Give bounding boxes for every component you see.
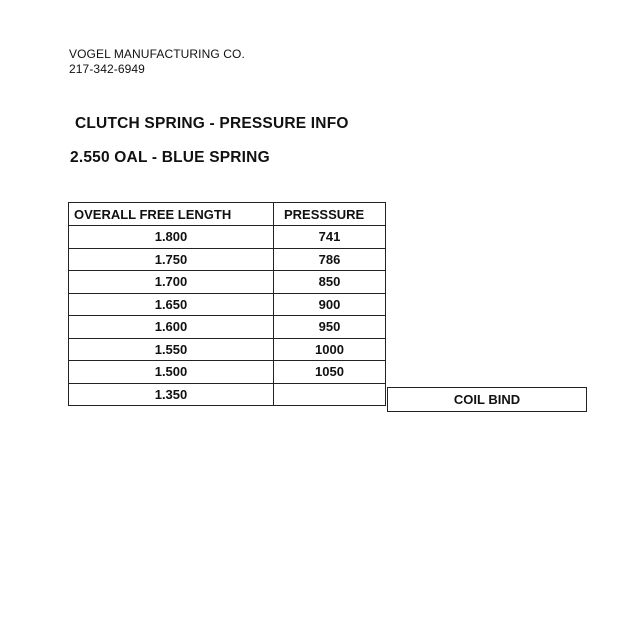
- pressure-cell: 1000: [274, 338, 386, 361]
- length-cell: 1.700: [69, 271, 274, 294]
- length-cell: 1.650: [69, 293, 274, 316]
- length-cell: 1.550: [69, 338, 274, 361]
- table-row: [69, 226, 386, 249]
- length-cell: 1.600: [69, 316, 274, 339]
- pressure-cell: 900: [274, 293, 386, 316]
- pressure-table: [68, 202, 386, 406]
- pressure-cell: [274, 383, 386, 406]
- document-title: CLUTCH SPRING - PRESSURE INFO: [75, 115, 349, 132]
- length-cell: 1.750: [69, 248, 274, 271]
- company-info: [69, 47, 245, 77]
- table-row: [69, 316, 386, 339]
- table-row: [69, 271, 386, 294]
- header-pressure: PRESSSURE: [274, 203, 386, 226]
- table-row: [69, 248, 386, 271]
- length-cell: 1.500: [69, 361, 274, 384]
- table-row: [69, 361, 386, 384]
- length-cell: 1.350: [69, 383, 274, 406]
- table-row: [69, 338, 386, 361]
- pressure-cell: 1050: [274, 361, 386, 384]
- document-subtitle: 2.550 OAL - BLUE SPRING: [70, 149, 270, 166]
- company-name: VOGEL MANUFACTURING CO.: [69, 47, 245, 61]
- pressure-cell: 950: [274, 316, 386, 339]
- header-overall-free-length: OVERALL FREE LENGTH: [69, 203, 274, 226]
- pressure-cell: 850: [274, 271, 386, 294]
- length-cell: 1.800: [69, 226, 274, 249]
- coil-bind-note: COIL BIND: [387, 387, 587, 412]
- table-header-row: [69, 203, 386, 226]
- table-row: [69, 383, 386, 406]
- pressure-cell: 741: [274, 226, 386, 249]
- pressure-cell: 786: [274, 248, 386, 271]
- table-row: [69, 293, 386, 316]
- company-phone: 217-342-6949: [69, 62, 145, 76]
